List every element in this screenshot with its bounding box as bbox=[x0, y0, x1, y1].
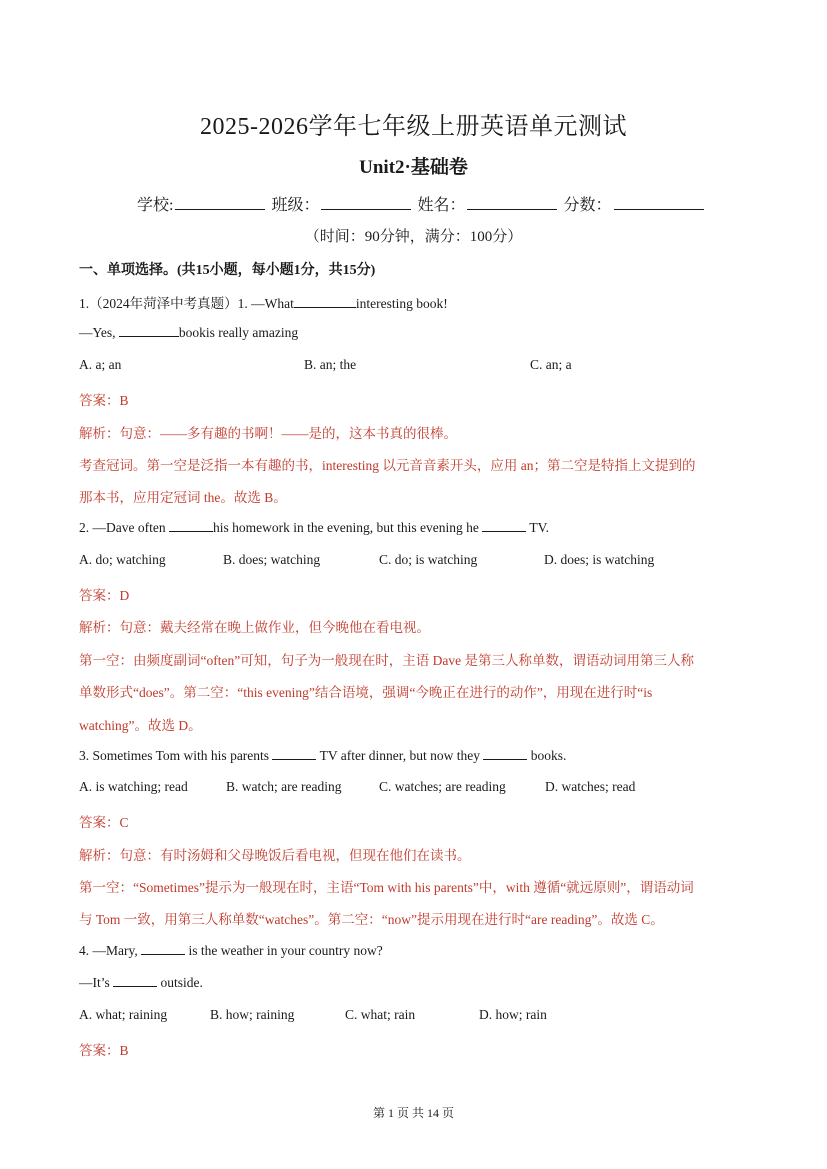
q2-answer: 答案：D bbox=[79, 588, 130, 603]
question-3-stem bbox=[79, 747, 566, 764]
page-footer: 第 1 页 共 14 页 bbox=[372, 1106, 454, 1120]
q1-line2-b: bookis really amazing bbox=[178, 325, 299, 340]
q3-answer: 答案：C bbox=[79, 815, 129, 830]
q1-answer: 答案：B bbox=[79, 393, 129, 408]
q3-explain-3: 与 Tom 一致，用第三人称单数“watches”。第二空：“now”提示用现在进行时“are reading”。故选 C。 bbox=[79, 912, 664, 927]
q2-option-c: C. do; is watching bbox=[379, 552, 478, 567]
page-title: 2025-2026学年七年级上册英语单元测试 bbox=[200, 114, 627, 140]
q2-explain-2: 第一空：由频度副词“often”可知，句子为一般现在时，主语 Dave 是第三人称单数，谓语动词用第三人称 bbox=[79, 653, 694, 668]
q2-blank-2 bbox=[482, 519, 526, 532]
name-blank bbox=[467, 195, 557, 210]
q4-stem-b: is the weather in your country now? bbox=[188, 943, 383, 958]
q2-stem-b: his homework in the evening, but this evening he bbox=[212, 520, 479, 535]
q1-line2-a: —Yes, bbox=[79, 325, 116, 340]
q4-option-b: B. how; raining bbox=[210, 1007, 295, 1022]
q3-option-d: D. watches; read bbox=[545, 779, 636, 794]
q4-line2-a: —It’s bbox=[79, 975, 110, 990]
q3-explain-1: 解析：句意：有时汤姆和父母晚饭后看电视，但现在他们在读书。 bbox=[79, 848, 471, 863]
q2-stem-c: TV. bbox=[529, 520, 549, 535]
q4-option-d: D. how; rain bbox=[479, 1007, 547, 1022]
section-heading: 一、单项选择。(共15小题，每小题1分，共15分) bbox=[79, 263, 376, 278]
q4-blank-1 bbox=[141, 942, 185, 955]
q2-explain-4: watching”。故选 D。 bbox=[79, 718, 202, 733]
q1-explain-3: 那本书，应用定冠词 the。故选 B。 bbox=[79, 490, 287, 505]
q1-blank-1 bbox=[294, 295, 356, 308]
class-blank bbox=[321, 195, 411, 210]
name-label: 姓名： bbox=[417, 197, 466, 214]
q3-blank-2 bbox=[483, 747, 527, 760]
q1-blank-2 bbox=[119, 324, 179, 337]
q3-stem-c: books. bbox=[530, 748, 567, 763]
page-subtitle: Unit2·基础卷 bbox=[359, 157, 468, 178]
q2-option-b: B. does; watching bbox=[223, 552, 321, 567]
q3-explain-2: 第一空：“Sometimes”提示为一般现在时，主语“Tom with his parents”中，with 遵循“就远原则”，谓语动词 bbox=[79, 880, 694, 895]
question-1-line2 bbox=[79, 324, 298, 341]
q4-answer: 答案：B bbox=[79, 1043, 129, 1058]
q2-blank-1 bbox=[169, 519, 213, 532]
q2-option-a: A. do; watching bbox=[79, 552, 166, 567]
q2-explain-1: 解析：句意：戴夫经常在晚上做作业，但今晚他在看电视。 bbox=[79, 620, 430, 635]
q1-explain-1: 解析：句意：——多有趣的书啊！——是的，这本书真的很棒。 bbox=[79, 426, 457, 441]
q4-option-c: C. what; rain bbox=[345, 1007, 416, 1022]
q1-option-b: B. an; the bbox=[304, 357, 357, 372]
q1-stem-a: 1.（2024年菏泽中考真题）1. —What bbox=[79, 296, 294, 311]
q3-stem-b: TV after dinner, but now they bbox=[319, 748, 480, 763]
q2-option-d: D. does; is watching bbox=[544, 552, 655, 567]
question-4-line2 bbox=[79, 974, 203, 991]
score-blank bbox=[614, 195, 704, 210]
score-label: 分数： bbox=[563, 197, 612, 214]
q3-option-a: A. is watching; read bbox=[79, 779, 188, 794]
question-2-stem bbox=[79, 519, 549, 536]
q3-blank-1 bbox=[272, 747, 316, 760]
q4-blank-2 bbox=[113, 974, 157, 987]
student-info-row bbox=[137, 192, 706, 215]
time-note: （时间：90分钟，满分：100分） bbox=[304, 229, 523, 245]
q2-explain-3: 单数形式“does”。第二空：“this evening”结合语境，强调“今晚正在进行的动作”，用现在进行时“is bbox=[79, 685, 653, 700]
question-1-stem bbox=[79, 292, 448, 312]
q4-option-a: A. what; raining bbox=[79, 1007, 168, 1022]
question-4-stem bbox=[79, 942, 383, 959]
q3-option-b: B. watch; are reading bbox=[226, 779, 342, 794]
q1-option-a: A. a; an bbox=[79, 357, 122, 372]
q1-explain-2: 考查冠词。第一空是泛指一本有趣的书，interesting 以元音音素开头，应用 an；第二空是特指上文提到的 bbox=[79, 458, 696, 473]
q3-stem-a: 3. Sometimes Tom with his parents bbox=[79, 748, 270, 763]
class-label: 班级： bbox=[271, 197, 320, 214]
school-label: 学校: bbox=[137, 197, 174, 214]
q1-option-c: C. an; a bbox=[530, 357, 572, 372]
q3-option-c: C. watches; are reading bbox=[379, 779, 506, 794]
q4-line2-b: outside. bbox=[160, 975, 203, 990]
q2-stem-a: 2. —Dave often bbox=[79, 520, 166, 535]
q1-stem-b: interesting book! bbox=[355, 296, 448, 311]
q4-stem-a: 4. —Mary, bbox=[79, 943, 138, 958]
school-blank bbox=[175, 195, 265, 210]
